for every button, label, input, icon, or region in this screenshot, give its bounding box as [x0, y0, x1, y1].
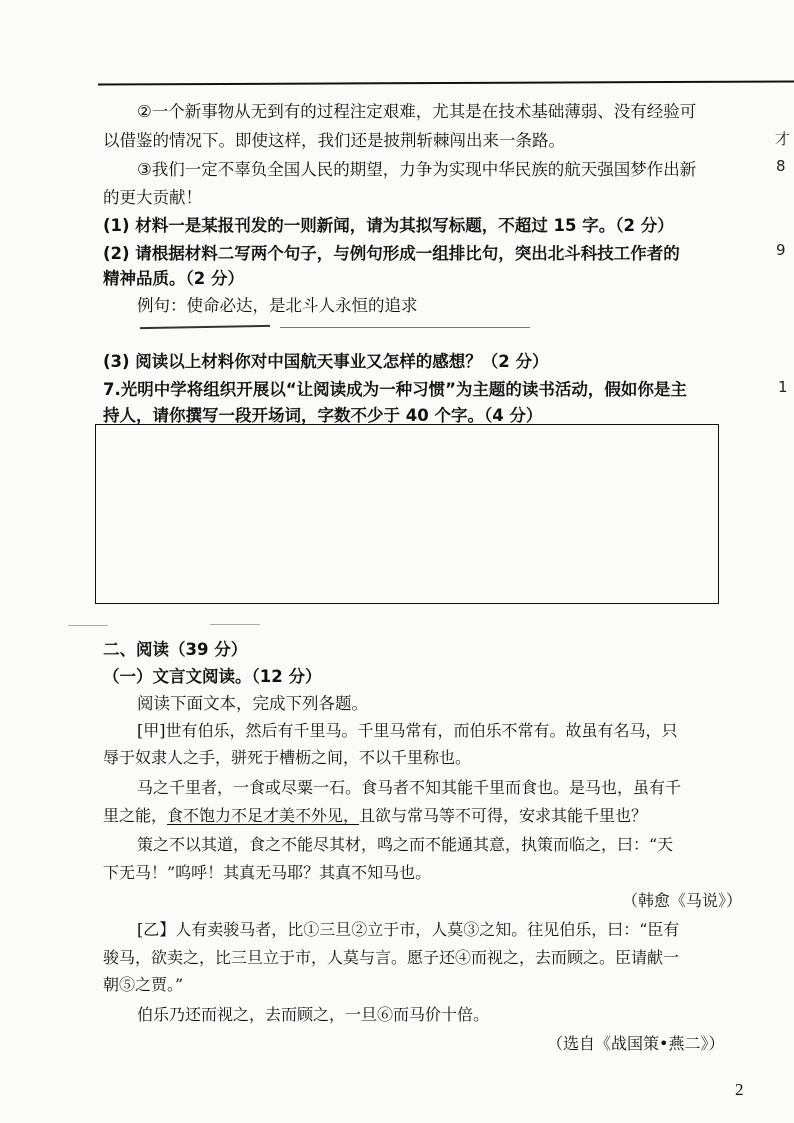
section-heading: 二、阅读（39 分） — [103, 640, 248, 659]
passage-yi-line: [乙】人有卖骏马者，比①三旦②立于市，人莫③之知。往见伯乐，曰：“臣有 — [137, 920, 680, 939]
instruction: 阅读下面文本，完成下列各题。 — [137, 694, 368, 713]
subsection-heading: （一）文言文阅读。（12 分） — [103, 667, 322, 686]
passage-jia-text: 里之能， — [103, 806, 168, 825]
source-citation: （选自《战国策•燕二》） — [547, 1034, 725, 1053]
top-rule — [98, 80, 794, 85]
material-item-3-cont: 的更大贡献！ — [103, 188, 202, 207]
passage-jia-line: 下无马！”呜呼！其真无马耶？其真不知马也。 — [103, 863, 432, 882]
underlined-sentence: 食不饱力不足才美不外见， — [167, 806, 360, 825]
question-2-cont: 精神品质。（2 分） — [103, 269, 244, 288]
question-1: (1) 材料一是某报刊发的一则新闻，请为其拟写标题，不超过 15 字。（2 分） — [103, 216, 674, 235]
material-item-2-cont: 以借鉴的情况下。即使这样，我们还是披荆斩棘闯出来一条路。 — [103, 131, 565, 150]
edge-mark: 9 — [776, 241, 786, 259]
passage-jia-line — [103, 803, 647, 826]
passage-jia-line: [甲]世有伯乐，然后有千里马。千里马常有，而伯乐不常有。故虽有名马，只 — [137, 721, 678, 740]
edge-mark: 1 — [778, 378, 788, 396]
material-item-2: ②一个新事物从无到有的过程注定艰难，尤其是在技术基础薄弱、没有经验可 — [137, 102, 697, 121]
question-7: 7.光明中学将组织开展以“让阅读成为一种习惯”为主题的读书活动，假如你是主 — [103, 380, 687, 399]
passage-yi-line: 伯乐乃还而视之，去而顾之，一旦⑥而马价十倍。 — [137, 1005, 490, 1024]
passage-jia-line: 辱于奴隶人之手，骈死于槽枥之间，不以千里称也。 — [103, 748, 472, 767]
source-citation: （韩愈《马说》） — [622, 891, 743, 910]
material-item-3: ③我们一定不辜负全国人民的期望，力争为实现中华民族的航天强国梦作出新 — [137, 160, 697, 179]
question-7-cont: 持人，请你撰写一段开场词，字数不少于 40 个字。（4 分） — [103, 406, 543, 425]
answer-line-scribble — [140, 325, 270, 329]
answer-box[interactable] — [95, 424, 719, 604]
passage-yi-line: 骏马，欲卖之，比三旦立于市，人莫与言。愿子还④而视之，去而顾之。臣请献一 — [103, 948, 680, 967]
example-sentence: 例句：使命必达，是北斗人永恒的追求 — [137, 296, 418, 315]
divider-mark — [68, 625, 108, 626]
passage-jia-text: 且欲与常马等不可得，安求其能千里也？ — [359, 806, 648, 825]
passage-yi-line: 朝⑤之贾。” — [103, 975, 184, 994]
edge-mark: 8 — [776, 157, 786, 175]
passage-jia-line: 策之不以其道，食之不能尽其材，鸣之而不能通其意，执策而临之，曰：“天 — [137, 835, 674, 854]
question-3: (3) 阅读以上材料你对中国航天事业又怎样的感想？（2 分） — [103, 352, 549, 371]
passage-jia-line: 马之千里者，一食或尽粟一石。食马者不知其能千里而食也。是马也，虽有千 — [137, 778, 682, 797]
answer-line — [280, 327, 530, 328]
page-number: 2 — [735, 1080, 744, 1099]
question-2: (2) 请根据材料二写两个句子，与例句形成一组排比句，突出北斗科技工作者的 — [103, 244, 680, 263]
edge-mark: 才 — [775, 130, 791, 148]
divider-mark — [210, 624, 260, 625]
